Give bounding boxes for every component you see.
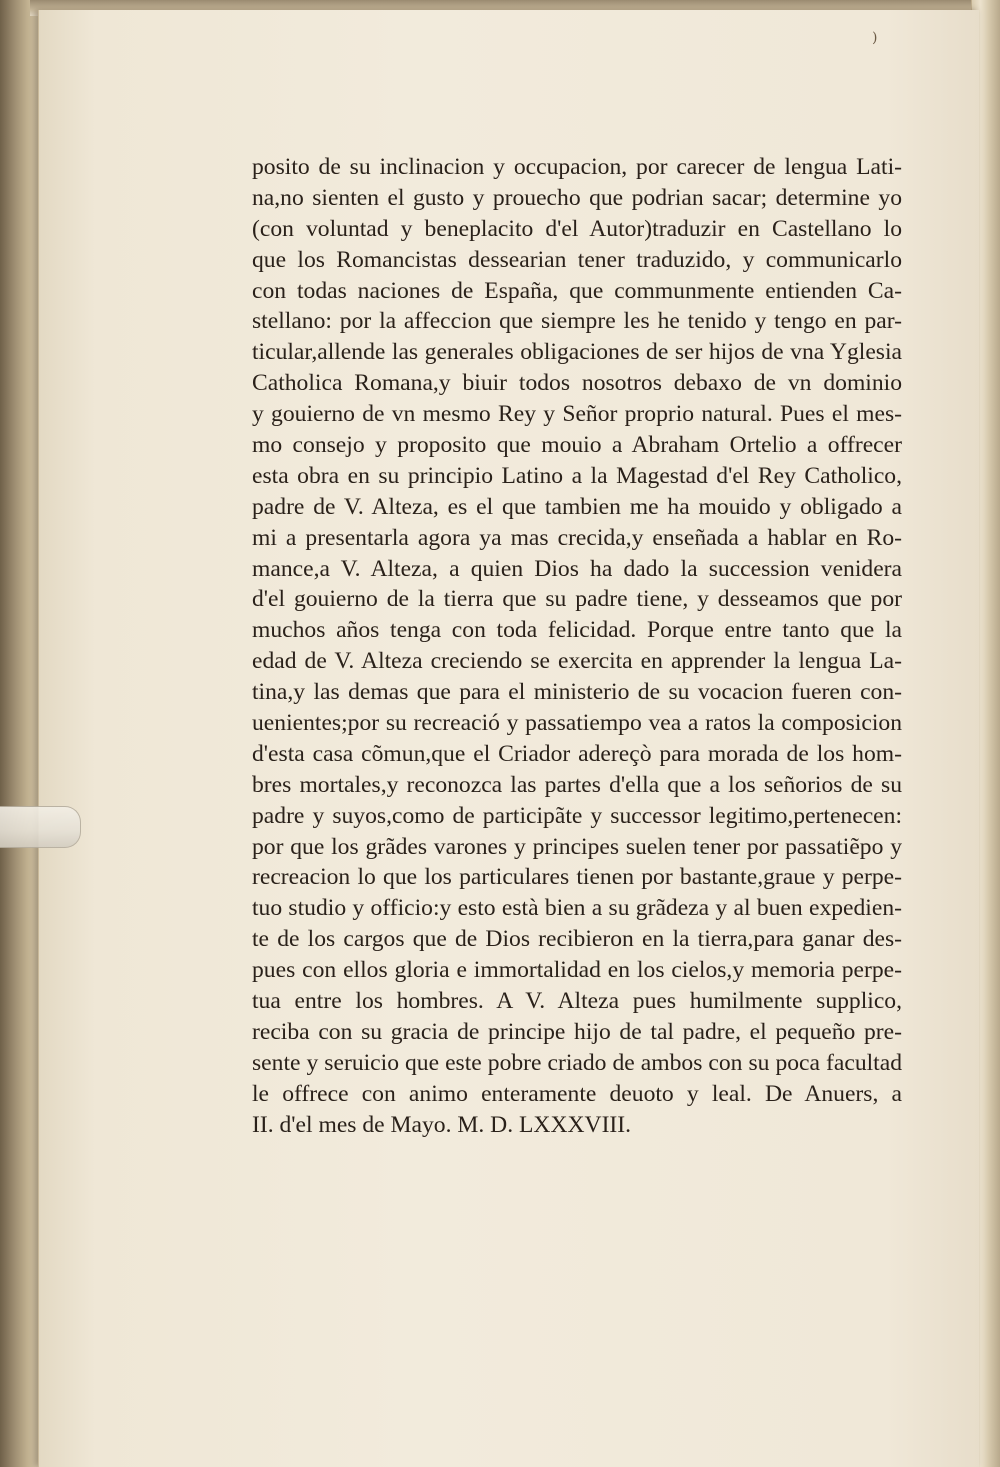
text-line: le offrece con animo enteramente deuoto y leal. De Anuers, a [252,1080,902,1107]
text-line: pues con ellos gloria e immortalidad en los cielos,y memoria perpe- [252,957,902,984]
text-line: d'esta casa cõmun,que el Criador adereçò para morada de los hom- [252,740,902,767]
text-line: padre y suyos,como de participãte y successor legitimo,pertenecen: [252,802,902,829]
text-line: mo consejo y proposito que mouio a Abraham Ortelio a offrecer [252,432,902,459]
text-line: edad de V. Alteza creciendo se exercita en apprender la lengua La- [252,648,902,675]
text-line: reciba con su gracia de principe hijo de tal padre, el pequeño pre- [252,1018,902,1045]
text-line: ticular,allende las generales obligaciones de ser hijos de vna Yglesia [252,339,902,366]
text-line: por que los grãdes varones y principes suelen tener por passatiẽpo y [252,833,902,860]
text-line: mi a presentarla agora ya mas crecida,y enseñada a hablar en Ro- [252,524,902,551]
text-line: bres mortales,y reconozca las partes d'ella que a los señorios de su [252,771,902,798]
text-line: Catholica Romana,y biuir todos nosotros debaxo de vn dominio [252,370,902,397]
text-line: stellano: por la affeccion que siempre les he tenido y tengo en par- [252,308,902,335]
text-line: uenientes;por su recreació y passatiempo vea a ratos la composicion [252,710,902,737]
body-text [252,152,902,1141]
text-line-closing: II. d'el mes de Mayo. M. D. LXXXVIII. [252,1111,632,1138]
text-line: tuo studio y officio:y esto està bien a su grãdeza y al buen expedien- [252,895,902,922]
text-line: recreacion lo que los particulares tienen por bastante,graue y perpe- [252,864,902,891]
text-line: muchos años tenga con toda felicidad. Porque entre tanto que la [252,617,902,644]
text-line: te de los cargos que de Dios recibieron en la tierra,para ganar des- [252,926,902,953]
text-line: na,no sienten el gusto y prouecho que podrian sacar; determine yo [252,184,902,211]
text-line: mance,a V. Alteza, a quien Dios ha dado la succession venidera [252,555,902,582]
book-spine [0,0,40,1467]
text-line: padre de V. Alteza, es el que tambien me ha mouido y obligado a [252,493,902,520]
folio-mark: ) [872,30,878,46]
text-line: y gouierno de vn mesmo Rey y Señor proprio natural. Pues el mes- [252,401,902,428]
text-line: sente y seruicio que este pobre criado de ambos con su poca facultad [252,1049,902,1076]
text-line: posito de su inclinacion y occupacion, por carecer de lengua Lati- [252,154,902,180]
text-line: que los Romancistas dessearian tener traduzido, y communicarlo [252,246,902,273]
page-tab-marker [0,806,81,848]
text-line: esta obra en su principio Latino a la Magestad d'el Rey Catholico, [252,462,902,489]
text-line: d'el gouierno de la tierra que su padre tiene, y desseamos que por [252,586,902,613]
text-line: tua entre los hombres. A V. Alteza pues humilmente supplico, [252,988,902,1015]
text-line: con todas naciones de España, que communmente entienden Ca- [252,277,902,304]
text-line: (con voluntad y beneplacito d'el Autor)traduzir en Castellano lo [252,215,902,242]
text-line: tina,y las demas que para el ministerio de su vocacion fueren con- [252,679,902,706]
